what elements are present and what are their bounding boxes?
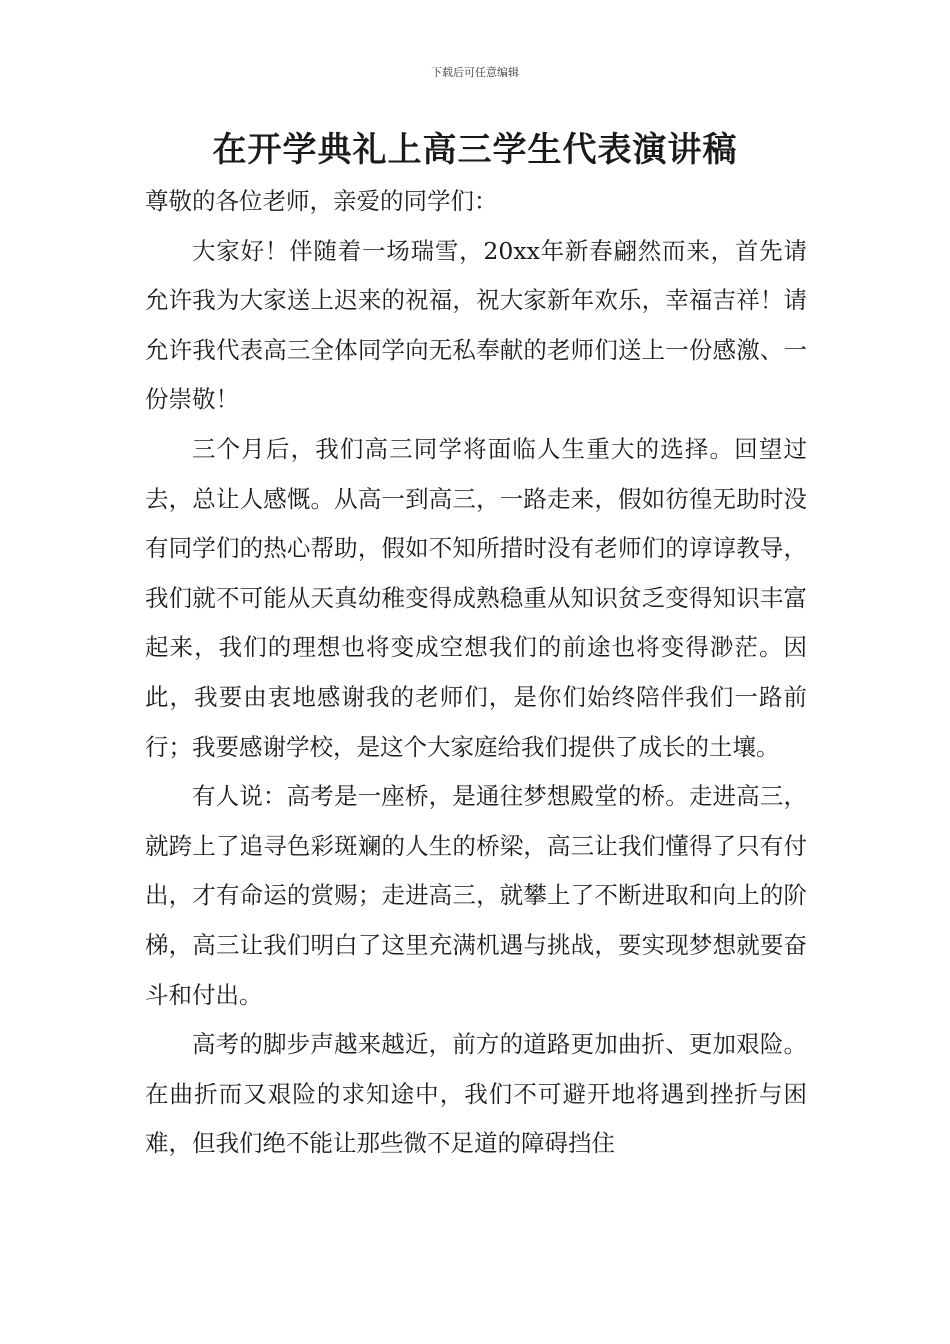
paragraph: 有人说：高考是一座桥，是通往梦想殿堂的桥。走进高三，就跨上了追寻色彩斑斓的人生的桥梁，高三让我们懂得了只有付出，才有命运的赏赐；走进高三，就攀上了不断进取和向上的阶梯，高三让我们明白了这里充满机遇与挑战，要实现梦想就要奋斗和付出。: [145, 782, 807, 1009]
document-title: 在开学典礼上高三学生代表演讲稿: [212, 130, 738, 170]
paragraph: 三个月后，我们高三同学将面临人生重大的选择。回望过去，总让人感慨。从高一到高三，一路走来，假如彷徨无助时没有同学们的热心帮助，假如不知所措时没有老师们的谆谆教导，我们就不可能从天真幼稚变得成熟稳重从知识贫乏变得知识丰富起来，我们的理想也将变成空想我们的前途也将变得渺茫。因此，我要由衷地感谢我的老师们，是你们始终陪伴我们一路前行；我要感谢学校，是这个大家庭给我们提供了成长的土壤。: [145, 434, 807, 761]
header-note: 下载后可任意编辑: [431, 66, 519, 79]
paragraph: 高考的脚步声越来越近，前方的道路更加曲折、更加艰险。在曲折而又艰险的求知途中，我们不可避开地将遇到挫折与困难，但我们绝不能让那些微不足道的障碍挡住: [145, 1030, 807, 1158]
document-body: [145, 177, 807, 1169]
paragraph: 大家好！伴随着一场瑞雪，20xx年新春翩然而来，首先请允许我为大家送上迟来的祝福，祝大家新年欢乐，幸福吉祥！请允许我代表高三全体同学向无私奉献的老师们送上一份感激、一份崇敬！: [145, 236, 807, 414]
salutation: 尊敬的各位老师，亲爱的同学们：: [145, 187, 498, 215]
